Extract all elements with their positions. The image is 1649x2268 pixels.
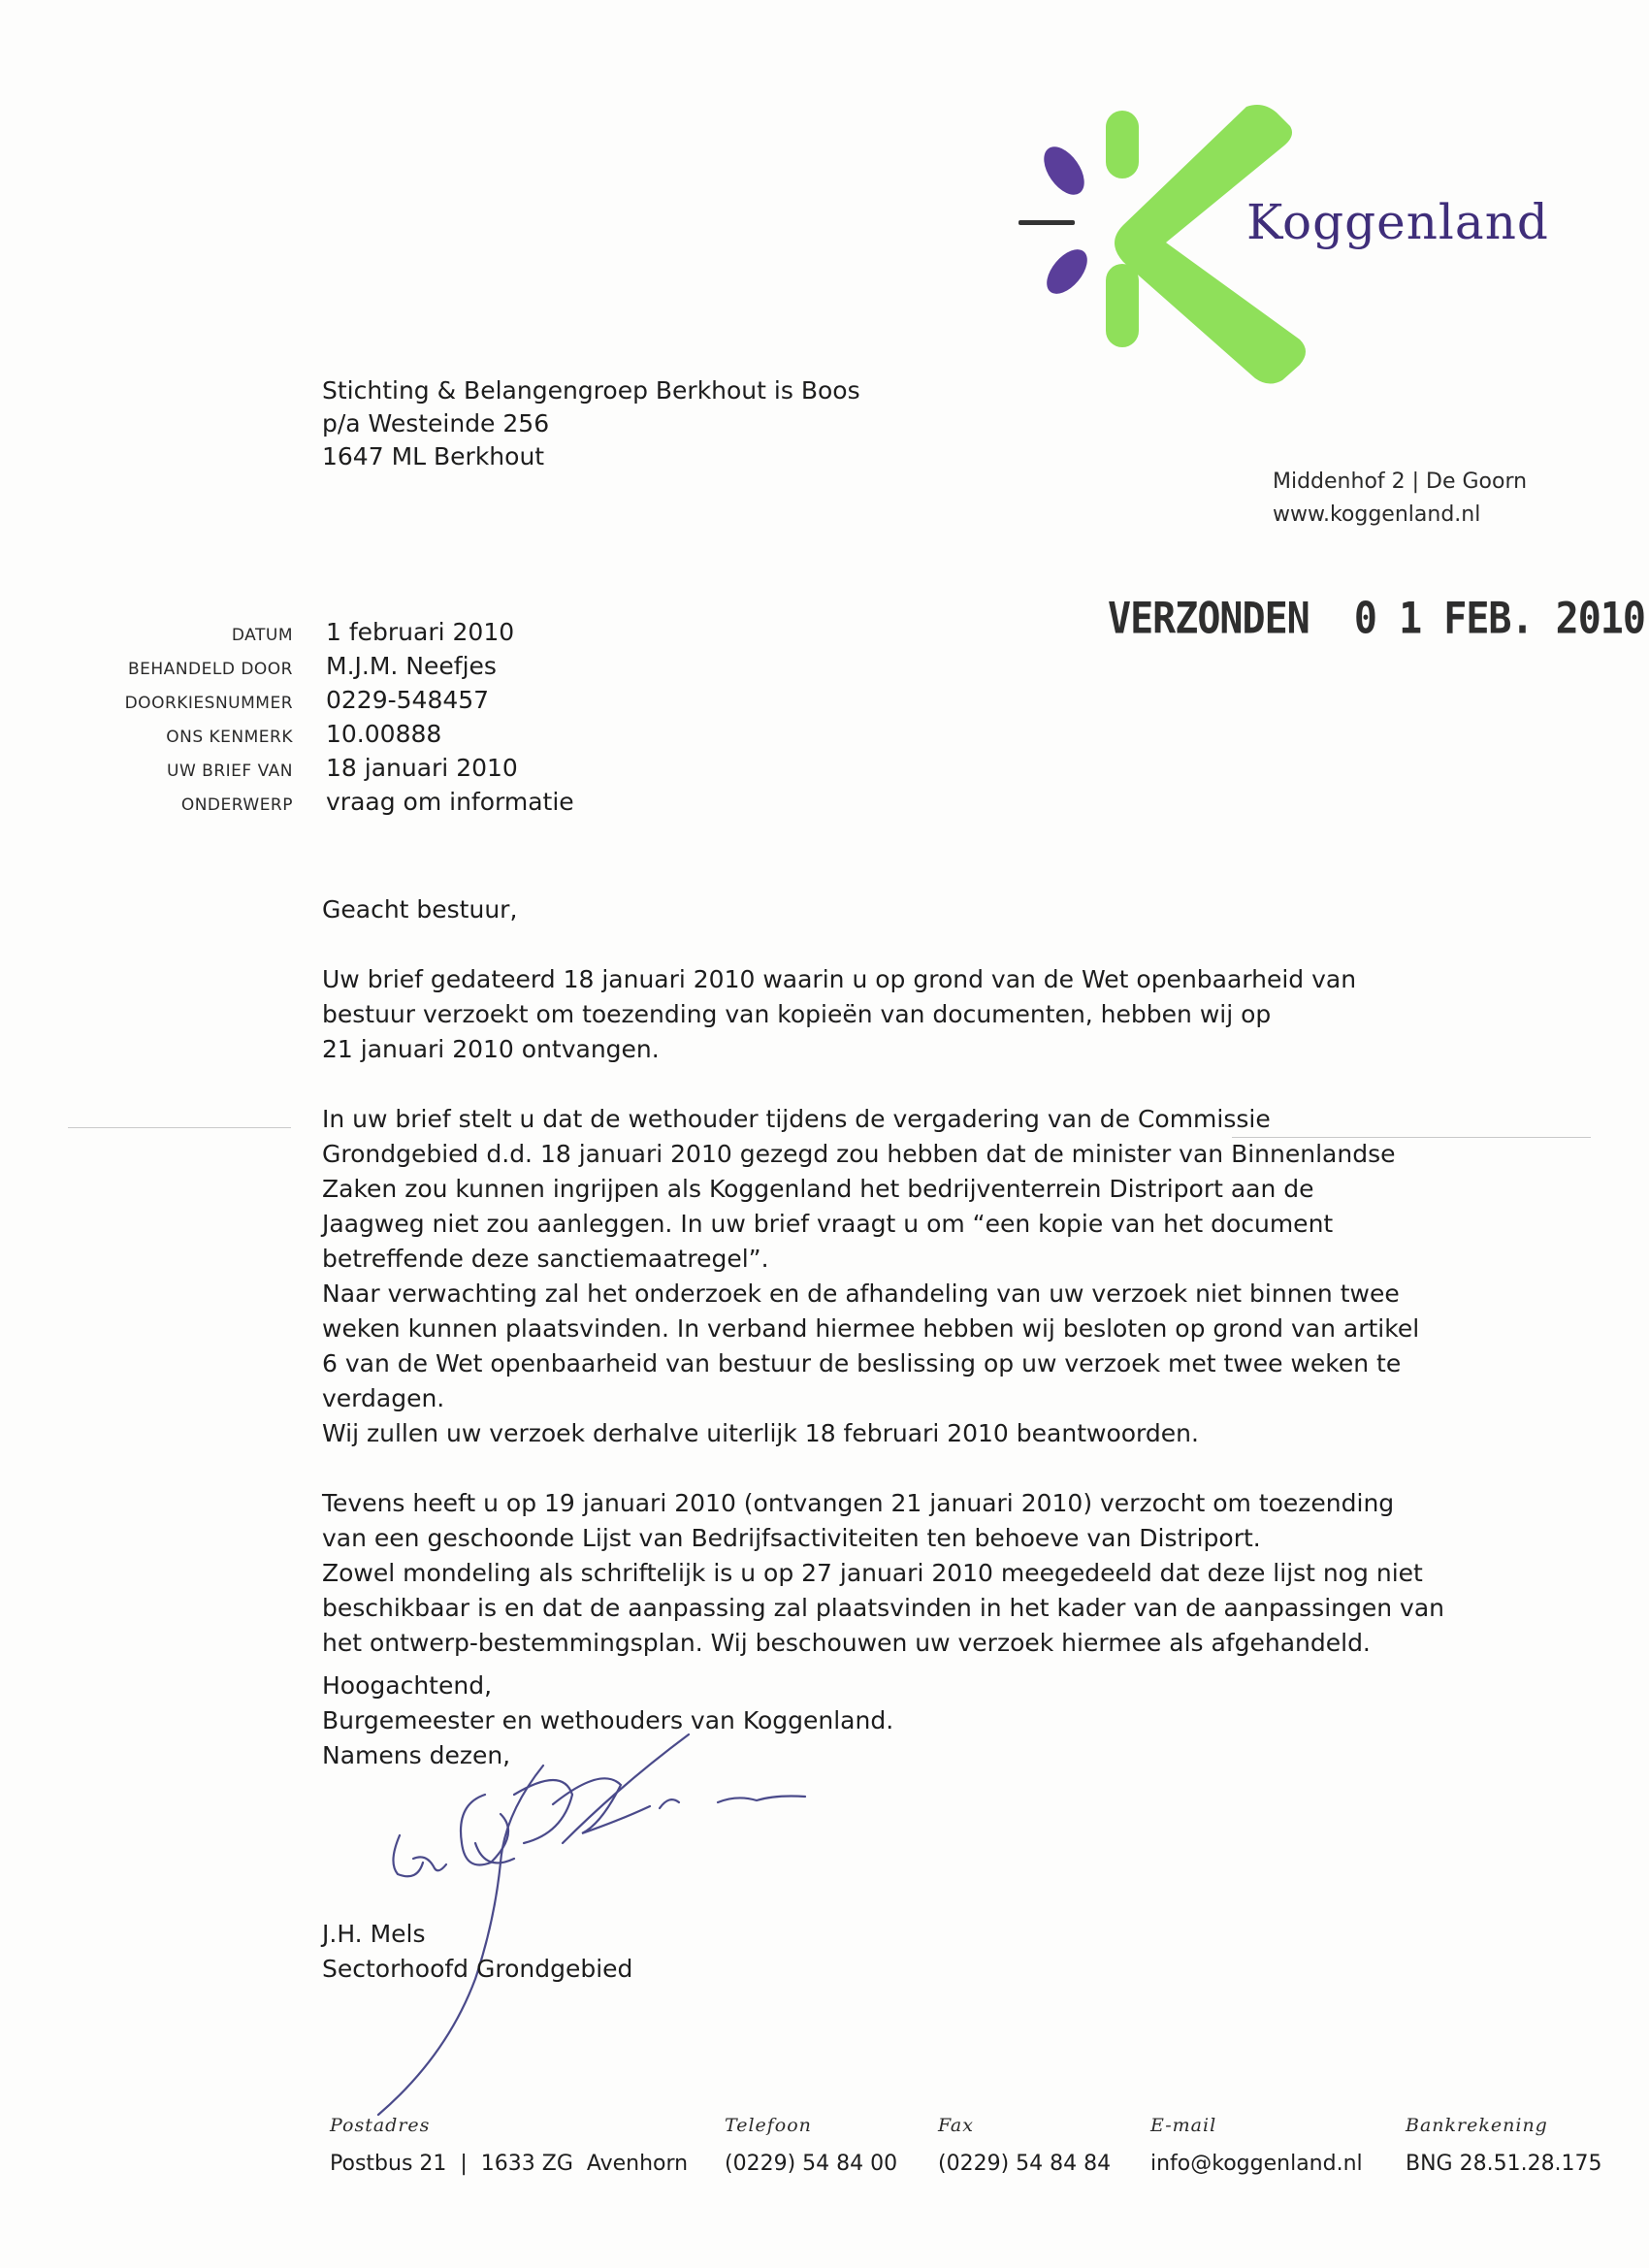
closing-line: Hoogachtend, <box>322 1671 493 1700</box>
signer <box>322 1917 632 1987</box>
body-line: Jaagweg niet zou aanleggen. In uw brief vraagt u om “een kopie van het document <box>322 1210 1334 1238</box>
footer-value: BNG 28.51.28.175 <box>1406 2152 1602 2176</box>
meta-row <box>78 754 574 788</box>
signer-title: Sectorhoofd Grondgebied <box>322 1955 633 1983</box>
footer-telefoon <box>725 2115 897 2176</box>
body-line: Zaken zou kunnen ingrijpen als Koggenland het bedrijventerrein Distriport aan de <box>322 1175 1314 1203</box>
footer-label: Postadres <box>330 2115 431 2136</box>
office-website: www.koggenland.nl <box>1273 502 1481 527</box>
footer-bank <box>1406 2115 1602 2176</box>
footer-postadres <box>330 2115 688 2176</box>
body-line: Grondgebied d.d. 18 januari 2010 gezegd zou hebben dat de minister van Binnenlandse <box>322 1140 1396 1168</box>
office-address <box>1273 466 1527 532</box>
recipient-line: p/a Westeinde 256 <box>322 409 550 437</box>
footer-email <box>1150 2115 1363 2176</box>
footer-value: (0229) 54 84 84 <box>938 2152 1112 2176</box>
recipient-line: 1647 ML Berkhout <box>322 442 545 470</box>
footer-label: Telefoon <box>725 2115 812 2136</box>
body-line: Uw brief gedateerd 18 januari 2010 waarin u op grond van de Wet openbaarheid van <box>322 965 1357 993</box>
letter-meta <box>78 618 574 822</box>
meta-label: DOORKIESNUMMER <box>124 694 293 713</box>
meta-row <box>78 652 574 686</box>
office-street: Middenhof 2 | De Goorn <box>1273 470 1528 494</box>
body-line: Wij zullen uw verzoek derhalve uiterlijk 18 februari 2010 beantwoorden. <box>322 1419 1199 1447</box>
footer-label: Bankrekening <box>1406 2115 1548 2136</box>
meta-value: 10.00888 <box>326 720 442 748</box>
footer-label: Fax <box>938 2115 974 2136</box>
letter-body <box>322 892 1467 1661</box>
footer-value: info@koggenland.nl <box>1150 2152 1363 2176</box>
salutation: Geacht bestuur, <box>322 895 518 923</box>
meta-value: M.J.M. Neefjes <box>326 652 497 680</box>
meta-row <box>78 788 574 822</box>
meta-label: BEHANDELD DOOR <box>128 660 293 679</box>
scan-artifact-line <box>68 1127 291 1128</box>
closing-line: Namens dezen, <box>322 1741 511 1769</box>
recipient-line: Stichting & Belangengroep Berkhout is Boos <box>322 376 860 405</box>
logo-wordmark: Koggenland <box>1246 194 1549 250</box>
body-line: betreffende deze sanctiemaatregel”. <box>322 1245 769 1273</box>
meta-row <box>78 720 574 754</box>
meta-value: 1 februari 2010 <box>326 618 515 646</box>
body-line: In uw brief stelt u dat de wethouder tijdens de vergadering van de Commissie <box>322 1105 1271 1133</box>
closing-line: Burgemeester en wethouders van Koggenland. <box>322 1706 894 1734</box>
body-line: van een geschoonde Lijst van Bedrijfsactiviteiten ten behoeve van Distriport. <box>322 1524 1261 1552</box>
footer-label: E-mail <box>1150 2115 1217 2136</box>
body-line: het ontwerp-bestemmingsplan. Wij beschouwen uw verzoek hiermee als afgehandeld. <box>322 1629 1371 1657</box>
meta-row <box>78 686 574 720</box>
body-line: 21 januari 2010 ontvangen. <box>322 1035 660 1063</box>
body-line: verdagen. <box>322 1384 445 1412</box>
body-line: Naar verwachting zal het onderzoek en de afhandeling van uw verzoek niet binnen twee <box>322 1280 1400 1308</box>
footer-fax <box>938 2115 1111 2176</box>
meta-row <box>78 618 574 652</box>
footer-value: (0229) 54 84 00 <box>725 2152 898 2176</box>
meta-value: 18 januari 2010 <box>326 754 518 782</box>
body-line: weken kunnen plaatsvinden. In verband hiermee hebben wij besloten op grond van artikel <box>322 1314 1420 1343</box>
body-line: 6 van de Wet openbaarheid van bestuur de beslissing op uw verzoek met twee weken te <box>322 1349 1402 1377</box>
body-line: Tevens heeft u op 19 januari 2010 (ontvangen 21 januari 2010) verzocht om toezending <box>322 1489 1395 1517</box>
body-line: Zowel mondeling als schriftelijk is u op 27 januari 2010 meegedeeld dat deze lijst nog niet <box>322 1559 1423 1587</box>
meta-label: DATUM <box>231 626 293 645</box>
footer-value: Postbus 21 | 1633 ZG Avenhorn <box>330 2152 689 2176</box>
recipient-address <box>322 374 860 473</box>
body-line: beschikbaar is en dat de aanpassing zal plaatsvinden in het kader van de aanpassingen van <box>322 1594 1444 1622</box>
body-line: bestuur verzoekt om toezending van kopieën van documenten, hebben wij op <box>322 1000 1272 1028</box>
meta-value: 0229-548457 <box>326 686 490 714</box>
meta-label: ONS KENMERK <box>166 728 293 747</box>
signer-name: J.H. Mels <box>322 1920 426 1948</box>
meta-label: UW BRIEF VAN <box>167 761 293 781</box>
sent-stamp: VERZONDEN 0 1 FEB. 2010 <box>1108 594 1645 644</box>
meta-label: ONDERWERP <box>180 795 293 815</box>
koggenland-logo <box>1009 97 1571 388</box>
meta-value: vraag om informatie <box>326 788 574 816</box>
